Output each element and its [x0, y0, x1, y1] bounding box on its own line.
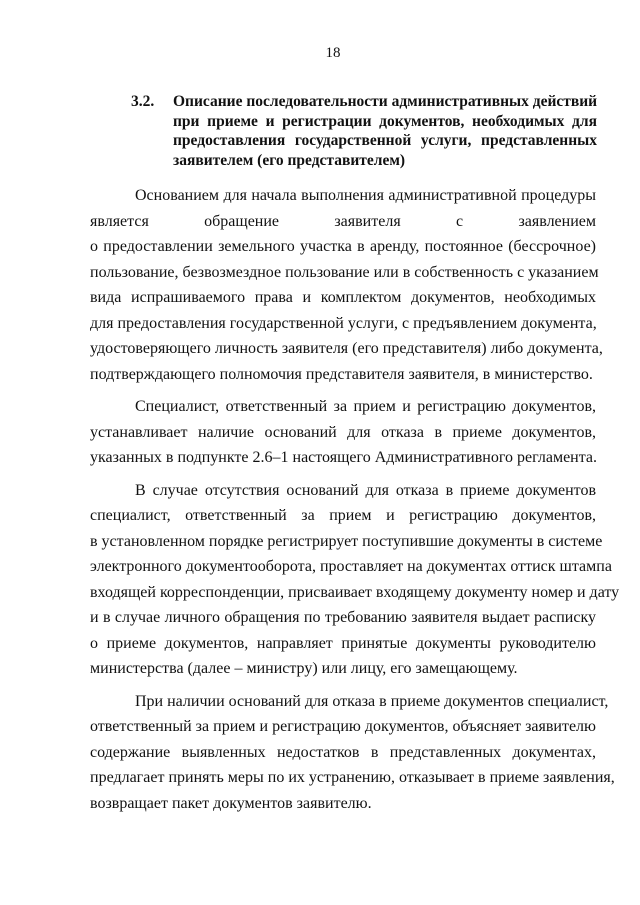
section-heading — [131, 92, 597, 170]
paragraph — [90, 689, 615, 817]
section-title-line: предоставления государственной услуги, представленных — [173, 132, 597, 149]
text-line: вида испрашиваемого права и комплектом документов, необходимых — [90, 289, 596, 306]
text-line: подтверждающего полномочия представителя заявителя, в министерство. — [90, 365, 593, 383]
text-line: электронного документооборота, проставляет на документах оттиск штампа — [90, 558, 612, 575]
paragraph — [90, 183, 603, 387]
section-title-line: заявителем (его представителем) — [173, 151, 406, 169]
text-line: устанавливает наличие оснований для отказа в приеме документов, — [90, 423, 596, 441]
text-line: о приеме документов, направляет принятые документы руководителю — [90, 634, 596, 652]
text-line: При наличии оснований для отказа в приеме документов специалист, — [135, 692, 609, 710]
text-line: предлагает принять меры по их устранению, отказывает в приеме заявления, — [90, 769, 615, 786]
text-line: пользование, безвозмездное пользование или в собственность с указанием — [90, 263, 599, 281]
text-line: содержание выявленных недостатков в представленных документах, — [90, 743, 596, 761]
text-line: министерства (далее – министру) или лицу, его замещающему. — [90, 660, 518, 677]
document-body — [90, 183, 620, 823]
section-title — [173, 92, 597, 170]
section-number: 3.2. — [131, 93, 155, 110]
paragraph — [90, 478, 620, 682]
text-line: в установленном порядке регистрирует поступившие документы в системе — [90, 532, 603, 550]
text-line: входящей корреспонденции, присваивает входящему документу номер и дату — [90, 583, 620, 601]
section-title-line: Описание последовательности административных действий — [173, 93, 598, 110]
text-line: и в случае личного обращения по требованию заявителя выдает расписку — [90, 609, 596, 626]
text-line: возвращает пакет документов заявителю. — [90, 794, 372, 812]
paragraph — [90, 394, 596, 471]
text-line: специалист, ответственный за прием и регистрацию документов, — [90, 507, 596, 524]
text-line: В случае отсутствия оснований для отказа в приеме документов — [135, 481, 596, 499]
page-number: 18 — [325, 45, 341, 61]
section-title-line: при приеме и регистрации документов, необходимых для — [173, 112, 597, 130]
text-line: Основанием для начала выполнения административной процедуры — [135, 187, 596, 204]
text-line: ответственный за прием и регистрацию документов, объясняет заявителю — [90, 718, 596, 735]
text-line: о предоставлении земельного участка в аренду, постоянное (бессрочное) — [90, 238, 596, 255]
text-line: указанных в подпункте 2.6–1 настоящего Административного регламента. — [90, 449, 598, 466]
text-line: Специалист, ответственный за прием и регистрацию документов, — [135, 398, 596, 415]
text-line: удостоверяющего личность заявителя (его представителя) либо документа, — [90, 340, 603, 357]
text-line: является обращение заявителя с заявлением — [90, 212, 596, 230]
text-line: для предоставления государственной услуги, с предъявлением документа, — [90, 314, 597, 332]
